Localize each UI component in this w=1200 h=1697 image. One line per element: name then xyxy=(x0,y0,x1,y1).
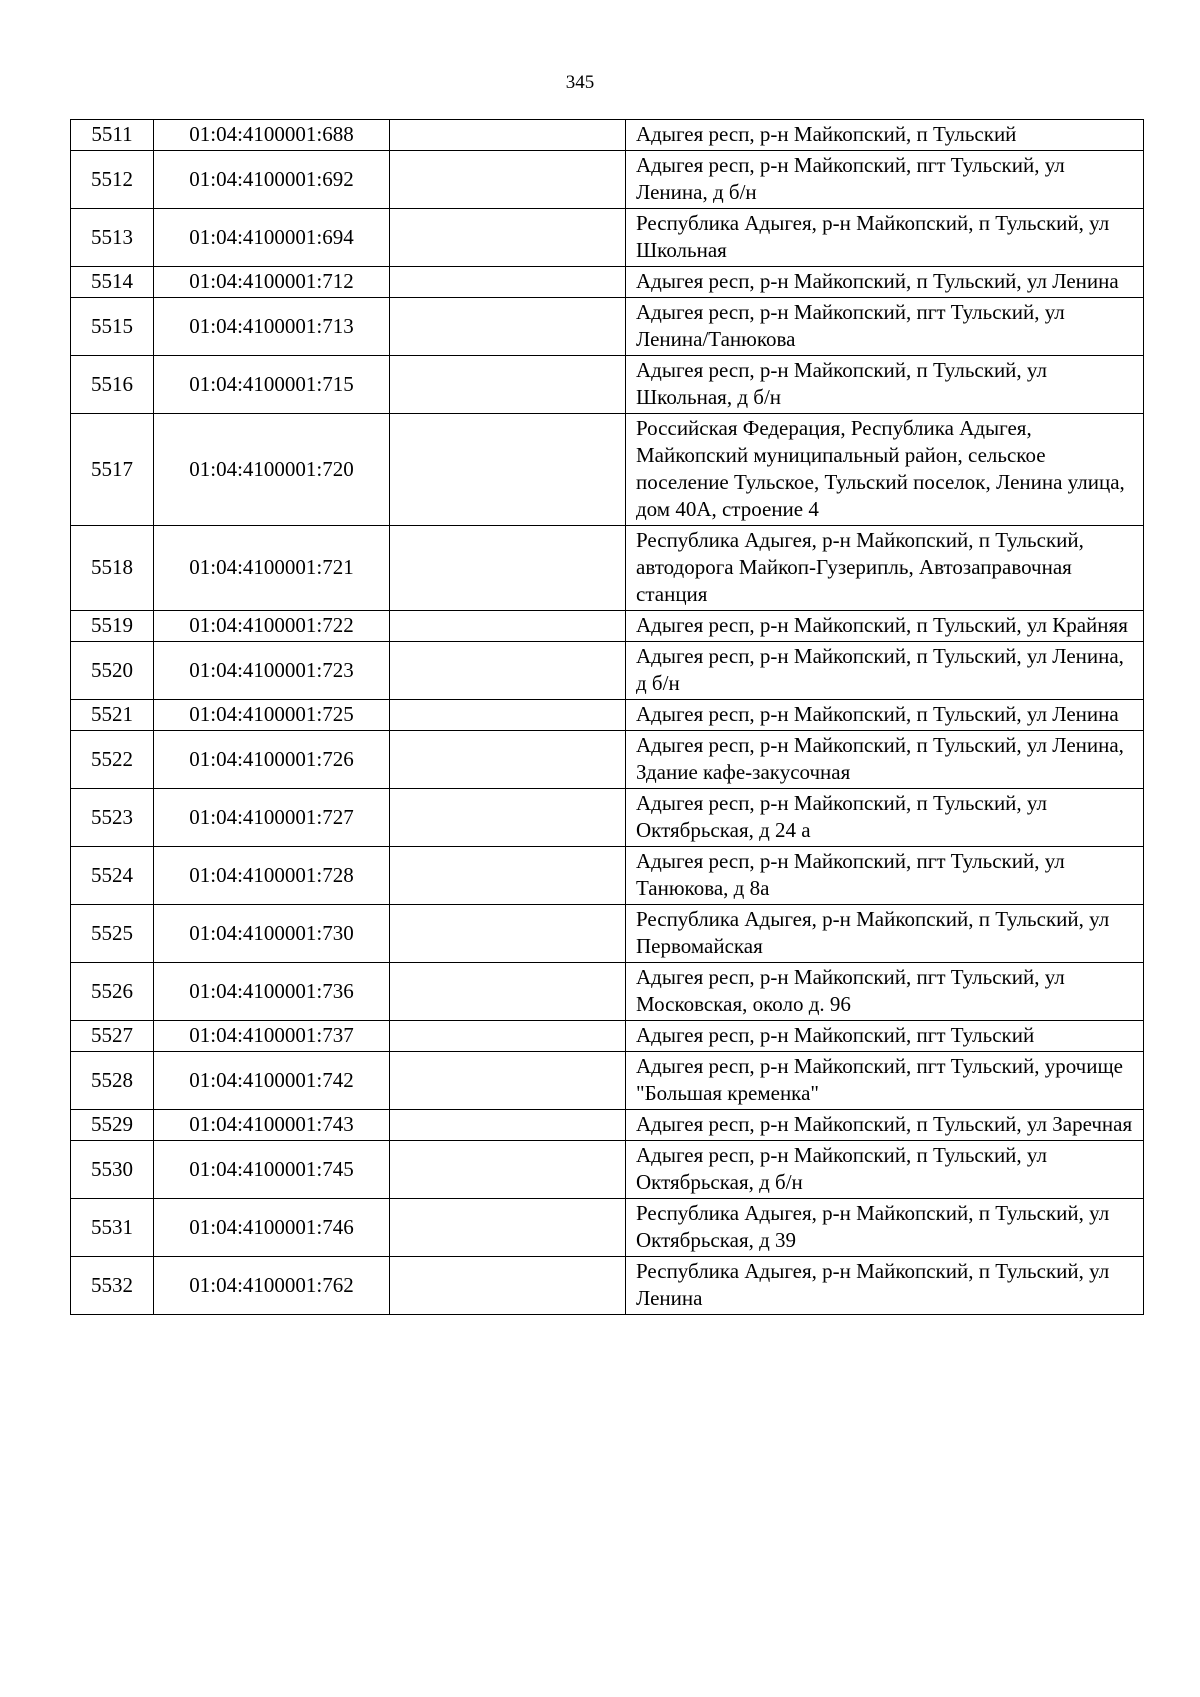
address-cell: Адыгея респ, р-н Майкопский, пгт Тульский, ул Московская, около д. 96 xyxy=(626,963,1144,1021)
empty-cell xyxy=(390,151,626,209)
row-number-cell: 5512 xyxy=(71,151,154,209)
address-cell: Российская Федерация, Республика Адыгея, Майкопский муниципальный район, сельское поселение Тульское, Тульский поселок, Ленина улица, дом 40А, строение 4 xyxy=(626,414,1144,526)
address-cell: Адыгея респ, р-н Майкопский, пгт Тульский, ул Ленина, д б/н xyxy=(626,151,1144,209)
cadastral-number-cell: 01:04:4100001:721 xyxy=(154,526,390,611)
empty-cell xyxy=(390,267,626,298)
empty-cell xyxy=(390,700,626,731)
row-number-cell: 5511 xyxy=(71,120,154,151)
empty-cell xyxy=(390,1199,626,1257)
table-row xyxy=(71,1021,1144,1052)
table-row xyxy=(71,356,1144,414)
row-number-cell: 5527 xyxy=(71,1021,154,1052)
table-row xyxy=(71,526,1144,611)
empty-cell xyxy=(390,120,626,151)
address-cell: Республика Адыгея, р-н Майкопский, п Тульский, ул Октябрьская, д 39 xyxy=(626,1199,1144,1257)
empty-cell xyxy=(390,905,626,963)
empty-cell xyxy=(390,611,626,642)
row-number-cell: 5514 xyxy=(71,267,154,298)
row-number-cell: 5526 xyxy=(71,963,154,1021)
empty-cell xyxy=(390,789,626,847)
cadastral-number-cell: 01:04:4100001:727 xyxy=(154,789,390,847)
table-body xyxy=(71,120,1144,1315)
address-cell: Адыгея респ, р-н Майкопский, п Тульский, ул Ленина xyxy=(626,267,1144,298)
cadastral-number-cell: 01:04:4100001:730 xyxy=(154,905,390,963)
empty-cell xyxy=(390,209,626,267)
row-number-cell: 5521 xyxy=(71,700,154,731)
cadastral-number-cell: 01:04:4100001:715 xyxy=(154,356,390,414)
table-row xyxy=(71,611,1144,642)
table-row xyxy=(71,642,1144,700)
row-number-cell: 5524 xyxy=(71,847,154,905)
cadastral-number-cell: 01:04:4100001:712 xyxy=(154,267,390,298)
cadastral-number-cell: 01:04:4100001:742 xyxy=(154,1052,390,1110)
row-number-cell: 5515 xyxy=(71,298,154,356)
row-number-cell: 5528 xyxy=(71,1052,154,1110)
address-cell: Республика Адыгея, р-н Майкопский, п Тульский, ул Школьная xyxy=(626,209,1144,267)
table-row xyxy=(71,700,1144,731)
address-cell: Адыгея респ, р-н Майкопский, п Тульский, ул Октябрьская, д б/н xyxy=(626,1141,1144,1199)
empty-cell xyxy=(390,414,626,526)
row-number-cell: 5531 xyxy=(71,1199,154,1257)
empty-cell xyxy=(390,1110,626,1141)
row-number-cell: 5518 xyxy=(71,526,154,611)
address-cell: Адыгея респ, р-н Майкопский, п Тульский, ул Крайняя xyxy=(626,611,1144,642)
cadastral-number-cell: 01:04:4100001:713 xyxy=(154,298,390,356)
cadastral-number-cell: 01:04:4100001:726 xyxy=(154,731,390,789)
table-row xyxy=(71,1141,1144,1199)
cadastral-number-cell: 01:04:4100001:737 xyxy=(154,1021,390,1052)
cadastral-number-cell: 01:04:4100001:688 xyxy=(154,120,390,151)
table-row xyxy=(71,1199,1144,1257)
empty-cell xyxy=(390,1021,626,1052)
empty-cell xyxy=(390,731,626,789)
parcel-table xyxy=(70,119,1144,1315)
cadastral-number-cell: 01:04:4100001:746 xyxy=(154,1199,390,1257)
cadastral-number-cell: 01:04:4100001:720 xyxy=(154,414,390,526)
address-cell: Адыгея респ, р-н Майкопский, п Тульский, ул Ленина, д б/н xyxy=(626,642,1144,700)
address-cell: Адыгея респ, р-н Майкопский, п Тульский, ул Ленина, Здание кафе-закусочная xyxy=(626,731,1144,789)
address-cell: Республика Адыгея, р-н Майкопский, п Тульский, автодорога Майкоп-Гузерипль, Автозаправочная станция xyxy=(626,526,1144,611)
empty-cell xyxy=(390,356,626,414)
empty-cell xyxy=(390,847,626,905)
cadastral-number-cell: 01:04:4100001:725 xyxy=(154,700,390,731)
address-cell: Адыгея респ, р-н Майкопский, пгт Тульский, урочище "Большая кременка" xyxy=(626,1052,1144,1110)
row-number-cell: 5522 xyxy=(71,731,154,789)
table-row xyxy=(71,1257,1144,1315)
cadastral-number-cell: 01:04:4100001:723 xyxy=(154,642,390,700)
address-cell: Адыгея респ, р-н Майкопский, пгт Тульский, ул Ленина/Танюкова xyxy=(626,298,1144,356)
address-cell: Адыгея респ, р-н Майкопский, п Тульский, ул Ленина xyxy=(626,700,1144,731)
table-row xyxy=(71,120,1144,151)
address-cell: Республика Адыгея, р-н Майкопский, п Тульский, ул Первомайская xyxy=(626,905,1144,963)
address-cell: Адыгея респ, р-н Майкопский, п Тульский, ул Октябрьская, д 24 а xyxy=(626,789,1144,847)
row-number-cell: 5520 xyxy=(71,642,154,700)
address-cell: Республика Адыгея, р-н Майкопский, п Тульский, ул Ленина xyxy=(626,1257,1144,1315)
empty-cell xyxy=(390,526,626,611)
table-row xyxy=(71,151,1144,209)
address-cell: Адыгея респ, р-н Майкопский, пгт Тульский xyxy=(626,1021,1144,1052)
address-cell: Адыгея респ, р-н Майкопский, п Тульский xyxy=(626,120,1144,151)
empty-cell xyxy=(390,1141,626,1199)
cadastral-number-cell: 01:04:4100001:692 xyxy=(154,151,390,209)
cadastral-number-cell: 01:04:4100001:745 xyxy=(154,1141,390,1199)
row-number-cell: 5529 xyxy=(71,1110,154,1141)
address-cell: Адыгея респ, р-н Майкопский, п Тульский, ул Заречная xyxy=(626,1110,1144,1141)
row-number-cell: 5532 xyxy=(71,1257,154,1315)
row-number-cell: 5530 xyxy=(71,1141,154,1199)
row-number-cell: 5525 xyxy=(71,905,154,963)
empty-cell xyxy=(390,298,626,356)
cadastral-number-cell: 01:04:4100001:728 xyxy=(154,847,390,905)
table-row xyxy=(71,731,1144,789)
cadastral-number-cell: 01:04:4100001:762 xyxy=(154,1257,390,1315)
table-row xyxy=(71,905,1144,963)
cadastral-number-cell: 01:04:4100001:694 xyxy=(154,209,390,267)
table-row xyxy=(71,963,1144,1021)
row-number-cell: 5517 xyxy=(71,414,154,526)
table-row xyxy=(71,847,1144,905)
row-number-cell: 5516 xyxy=(71,356,154,414)
row-number-cell: 5523 xyxy=(71,789,154,847)
cadastral-number-cell: 01:04:4100001:722 xyxy=(154,611,390,642)
table-row xyxy=(71,298,1144,356)
address-cell: Адыгея респ, р-н Майкопский, пгт Тульский, ул Танюкова, д 8а xyxy=(626,847,1144,905)
empty-cell xyxy=(390,1052,626,1110)
page-number: 345 xyxy=(565,72,595,93)
row-number-cell: 5519 xyxy=(71,611,154,642)
empty-cell xyxy=(390,642,626,700)
address-cell: Адыгея респ, р-н Майкопский, п Тульский, ул Школьная, д б/н xyxy=(626,356,1144,414)
cadastral-number-cell: 01:04:4100001:736 xyxy=(154,963,390,1021)
empty-cell xyxy=(390,1257,626,1315)
table-row xyxy=(71,1110,1144,1141)
cadastral-number-cell: 01:04:4100001:743 xyxy=(154,1110,390,1141)
table-row xyxy=(71,209,1144,267)
table-row xyxy=(71,414,1144,526)
table-row xyxy=(71,789,1144,847)
empty-cell xyxy=(390,963,626,1021)
table-row xyxy=(71,1052,1144,1110)
row-number-cell: 5513 xyxy=(71,209,154,267)
table-row xyxy=(71,267,1144,298)
